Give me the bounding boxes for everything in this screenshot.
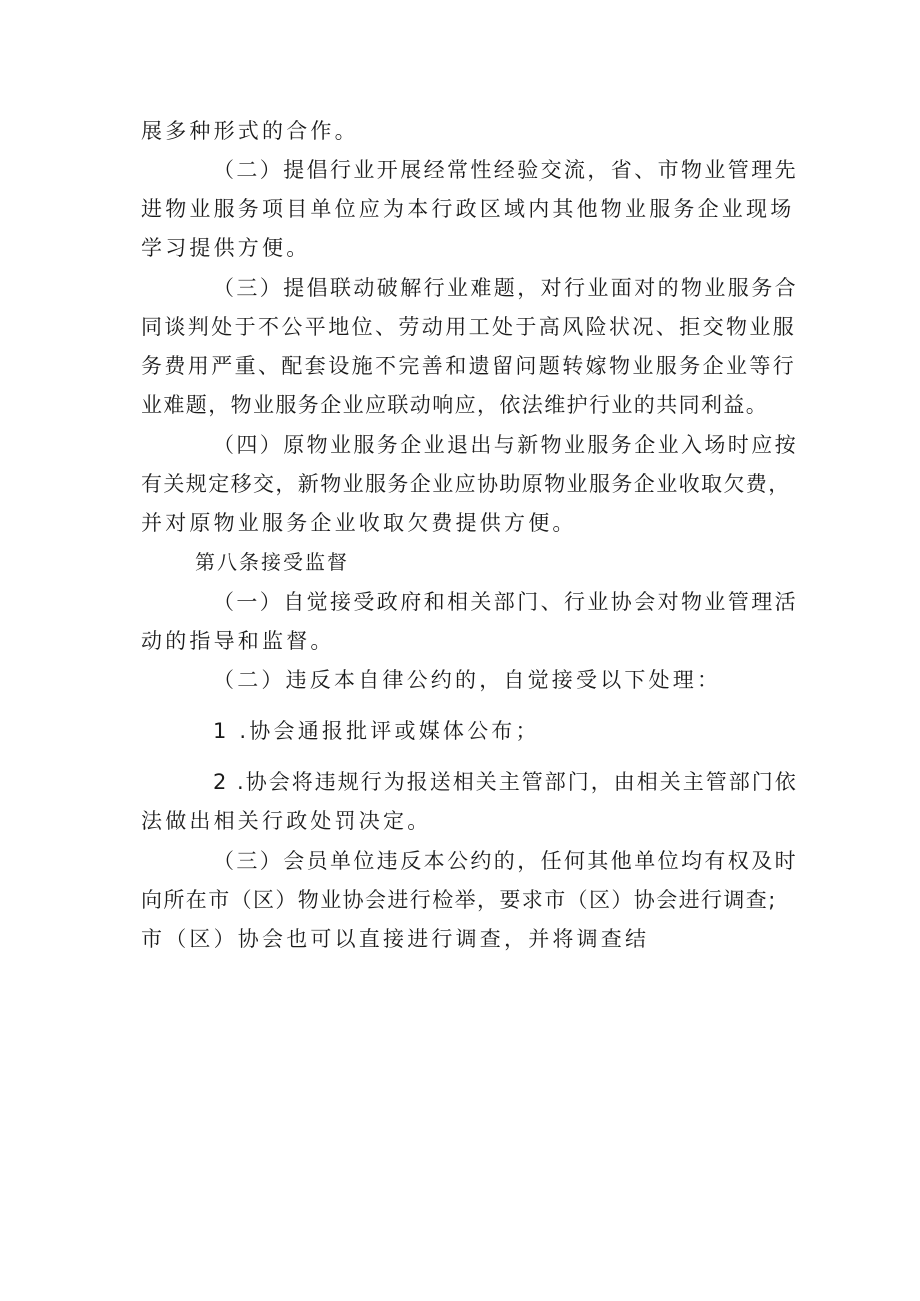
text-line: （四）原物业服务企业退出与新物业服务企业入场时应按 [213, 433, 798, 457]
text-line: 进物业服务项目单位应为本行政区域内其他物业服务企业现场 [141, 197, 795, 221]
text-line: 展多种形式的合作。 [141, 119, 359, 143]
text-line: 法做出相关行政处罚决定。 [141, 809, 432, 833]
text-line: 务费用严重、配套设施不完善和遗留问题转嫁物业服务企业等行 [141, 354, 797, 378]
text-line: 学习提供方便。 [141, 236, 311, 260]
text-line: 动的指导和监督。 [141, 629, 335, 653]
text-line: 市（区）协会也可以直接进行调查，并将调查结 [141, 927, 650, 951]
list-item: 2 .协会将违规行为报送相关主管部门，由相关主管部门依 [213, 770, 798, 794]
text-line: （二）违反本自律公约的，自觉接受以下处理： [213, 668, 722, 692]
text-line: 并对原物业服务企业收取欠费提供方便。 [141, 511, 577, 535]
text-line: 业难题，物业服务企业应联动响应，依法维护行业的共同利益。 [141, 393, 769, 417]
article-heading: 第八条接受监督 [195, 550, 349, 574]
text-line: （三）提倡联动破解行业难题，对行业面对的物业服务合 [213, 276, 798, 300]
text-line: （三）会员单位违反本公约的，任何其他单位均有权及时 [213, 849, 798, 873]
text-line: 向所在市（区）物业协会进行检举，要求市（区）协会进行调查; [141, 888, 777, 912]
text-line: 同谈判处于不公平地位、劳动用工处于高风险状况、拒交物业服 [141, 315, 797, 339]
text-line: （二）提倡行业开展经常性经验交流，省、市物业管理先 [213, 158, 798, 182]
text-line: 有关规定移交，新物业服务企业应协助原物业服务企业收取欠费， [141, 472, 791, 496]
text-line: （一）自觉接受政府和相关部门、行业协会对物业管理活 [213, 590, 798, 614]
list-item: 1 .协会通报批评或媒体公布； [213, 719, 540, 743]
